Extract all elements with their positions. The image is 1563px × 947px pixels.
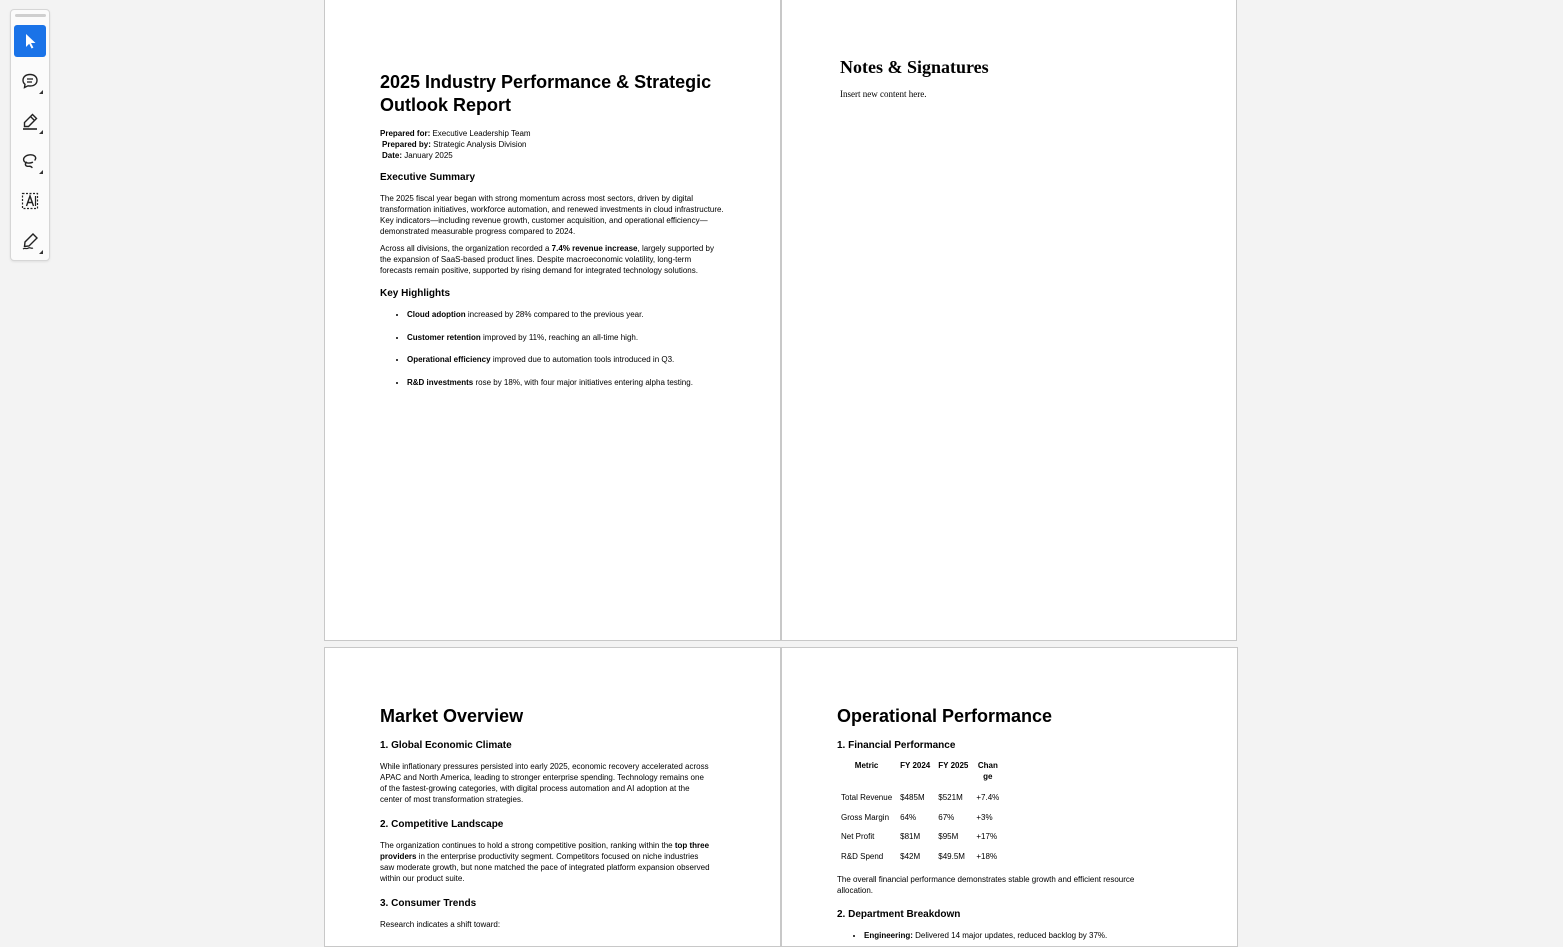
column-header: FY 2024 [900,761,931,770]
signature-tool-button[interactable] [14,225,46,257]
list-item: • Cloud adoption increased by 28% compared to the previous year. [407,309,725,320]
market-overview-title: Market Overview [380,706,524,726]
table-cell: Net Profit [841,832,875,842]
column-header: FY 2025 [938,761,969,770]
document-page-3 [324,647,781,947]
section-heading: 1. Global Economic Climate [380,740,512,751]
text-box-tool-button[interactable] [14,185,46,217]
table-header-row [837,757,1003,788]
section-heading: 2. Department Breakdown [837,909,961,921]
comment-tool-button[interactable] [14,65,46,97]
notes-title: Notes & Signatures [840,57,989,77]
table-cell: $49.5M [938,851,965,861]
table-cell: +3% [976,812,993,822]
table-cell: +18% [976,851,998,861]
table-cell: $521M [938,793,963,802]
table-cell: R&D Spend [841,851,884,861]
lasso-icon [20,151,40,171]
select-tool-button[interactable] [14,25,46,57]
table-cell: Total Revenue [841,793,893,802]
highlighter-icon [20,111,40,131]
table-cell: $485M [900,793,925,802]
select-pointer-icon [20,31,40,51]
meta-date: Date: January 2025 [382,151,453,160]
section-heading: 1. Financial Performance [837,740,956,751]
table-row [837,847,1003,867]
table-cell: $81M [900,832,921,842]
section-heading: 2. Competitive Landscape [380,819,504,830]
highlighter-tool-button[interactable] [14,105,46,137]
key-highlights-heading: Key Highlights [380,288,451,299]
executive-summary-paragraph-1: The 2025 fiscal year began with strong momentum across most sectors, driven by digital transformation initiatives, workforce automation, and renewed investments in cloud infrastructure. Key indicators—including revenue growth, customer acquisition, and operational efficiency—demonstrated measurable progress compared to 2024. [380,194,724,236]
list-item: • Engineering: Delivered 14 major updates, reduced backlog by 37%. [864,930,1157,941]
competitive-landscape-paragraph: The organization continues to hold a strong competitive position, ranking within the top three providers in the enterprise productivity segment. Competitors focused on niche industries saw moderate growth, but none matched the pace of integrated platform expansion observed within our product suite. [380,841,710,883]
signature-pen-icon [20,231,40,251]
table-cell: 64% [900,812,917,822]
notes-placeholder-text[interactable]: Insert new content here. [840,89,927,99]
financial-performance-table [837,757,1003,866]
table-row [837,808,1003,828]
table-cell: $95M [938,832,959,842]
meta-prepared-by: Prepared by: Strategic Analysis Division [382,140,527,149]
toolbar-drag-handle[interactable] [15,14,46,17]
lasso-tool-button[interactable] [14,145,46,177]
table-cell: +17% [976,832,998,842]
executive-summary-heading: Executive Summary [380,172,476,183]
list-item: • R&D investments rose by 18%, with four major initiatives entering alpha testing. [407,377,725,388]
table-cell: Gross Margin [841,812,890,822]
operational-performance-title: Operational Performance [837,706,1053,726]
key-highlights-list [380,309,725,388]
executive-summary-paragraph-2: Across all divisions, the organization recorded a 7.4% revenue increase, largely supported by the expansion of SaaS-based product lines. Despite macroeconomic volatility, long-term forecasts remain positive, supported by rising demand for integrated technology solutions. [380,244,714,275]
table-cell: $42M [900,851,921,861]
text-box-icon [20,191,40,211]
table-row [837,788,1003,808]
section-heading: 3. Consumer Trends [380,898,477,909]
report-title: 2025 Industry Performance & Strategic Outlook Report [380,72,712,115]
list-item: • Operational efficiency improved due to automation tools introduced in Q3. [407,354,725,365]
annotation-toolbar [10,9,50,261]
column-header: Change [977,761,998,781]
comment-icon [20,71,40,91]
list-item: • Customer retention improved by 11%, reaching an all-time high. [407,332,725,343]
global-economic-paragraph: While inflationary pressures persisted into early 2025, economic recovery accelerated across APAC and North America, leading to stronger enterprise spending. Technology remains one of the fastest-growing categories, with digital process automation and AI adoption at the center of most transformation strategies. [380,762,709,804]
document-page-4 [781,647,1238,947]
document-page-2 [781,0,1237,641]
financial-summary-paragraph: The overall financial performance demonstrates stable growth and efficient resource allocation. [837,875,1135,896]
table-row [837,827,1003,847]
table-cell: +7.4% [976,793,1000,802]
table-cell: 67% [938,812,955,822]
document-page-1 [324,0,781,641]
meta-prepared-for: Prepared for: Executive Leadership Team [380,129,531,138]
column-header: Metric [854,761,879,770]
department-list [837,930,1157,941]
report-meta [380,128,725,161]
consumer-trends-paragraph: Research indicates a shift toward: [380,920,501,929]
